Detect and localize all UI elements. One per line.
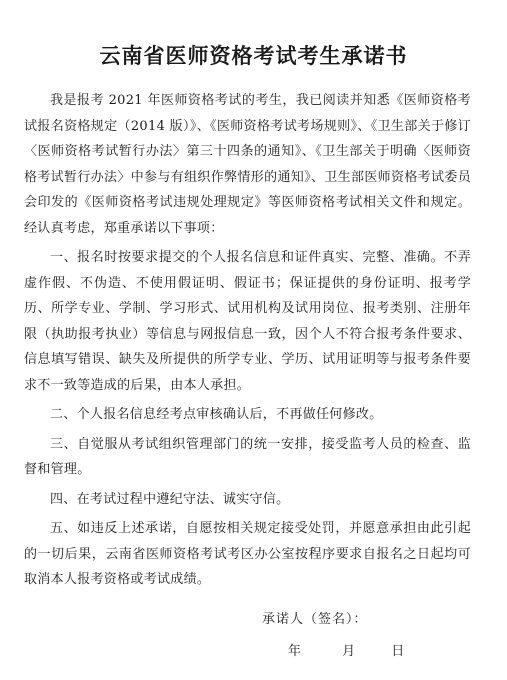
date-year-label: 年	[288, 644, 302, 659]
commitment-item-3: 三、自觉服从考试组织管理部门的统一安排，接受监考人员的检查、监督和管理。	[24, 436, 471, 477]
date-row	[288, 640, 404, 659]
signature-label: 承诺人（签名）：	[262, 612, 368, 627]
commitment-item-1: 一、报名时按要求提交的个人报名信息和证件真实、完整、准确。不弄虚作假、不伪造、不使用假证明、假证书；保证提供的身份证明、报考学历、所学专业、学制、学习形式、试用机构及试用岗位、报考类别、注册年限（执助报考执业）等信息与网报信息一致，因个人不符合报考条件要求、信息填写错误、缺失及所提供的所学专业、学历、试用证明等与报考条件要求不一致等造成的后果，由本人承担。	[24, 250, 471, 393]
date-month-label: 月	[342, 644, 356, 659]
document-body	[24, 88, 471, 597]
commitment-item-5: 五、如违反上述承诺，自愿按相关规定接受处罚，并愿意承担由此引起的一切后果，云南省医师资格考试考区办公室按程序要求自报名之日起均可取消本人报考资格或考试成绩。	[24, 521, 471, 587]
document-title: 云南省医师资格考试考生承诺书	[99, 43, 408, 68]
intro-paragraph: 我是报考 2021 年医师资格考试的考生，我已阅读并知悉《医师资格考试报名资格规定（2014 版）》、《医师资格考试考场规则》、《卫生部关于修订〈医师资格考试暂行办法〉第三十四条的通知》、《卫生部关于明确〈医师资格考试暂行办法〉中参与有组织作弊情形的通知》、卫生部医师资格考试委员会印发的《医师资格考试违规处理规定》等医师资格考试相关文件和规定。经认真考虑，郑重承诺以下事项：	[24, 93, 471, 236]
commitment-item-2: 二、个人报名信息经考点审核确认后，不再做任何修改。	[50, 407, 383, 422]
date-day-label: 日	[391, 644, 405, 659]
commitment-item-4: 四、在考试过程中遵纪守法、诚实守信。	[50, 491, 290, 507]
